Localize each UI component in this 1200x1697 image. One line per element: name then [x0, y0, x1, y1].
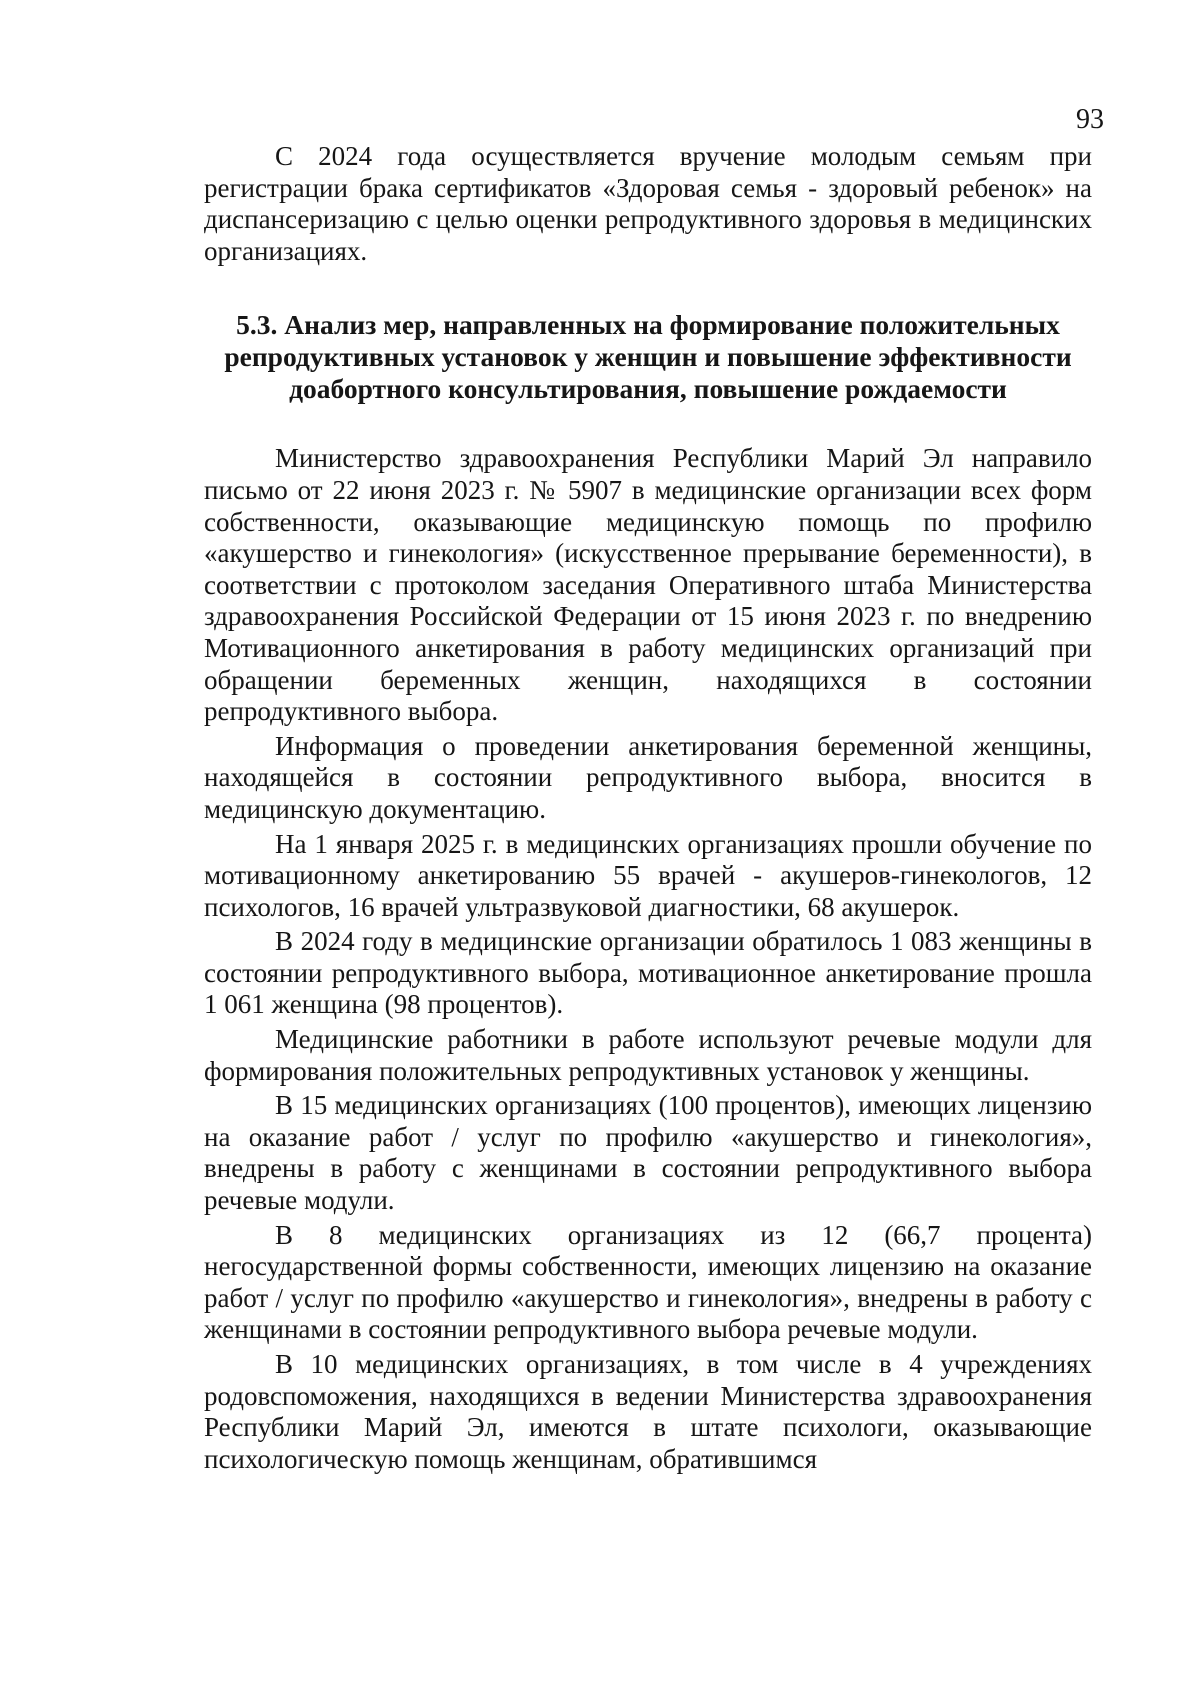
body-paragraph: В 10 медицинских организациях, в том числе в 4 учреждениях родовспоможения, находящихся в ведении Министерства здравоохранения Республики Марий Эл, имеются в штате психологи, оказывающие психологическую помощь женщинам, обратившимся [204, 1349, 1092, 1474]
section-heading [204, 309, 1092, 405]
body-paragraph: В 15 медицинских организациях (100 процентов), имеющих лицензию на оказание работ / услуг по профилю «акушерство и гинекология», внедрены в работу с женщинами в состоянии репродуктивного выбора речевые модули. [204, 1090, 1092, 1216]
page-number: 93 [1076, 104, 1104, 135]
body-paragraph: На 1 января 2025 г. в медицинских организациях прошли обучение по мотивационному анкетированию 55 врачей - акушеров-гинекологов, 12 психологов, 16 врачей ультразвуковой диагностики, 68 акушерок. [204, 828, 1092, 922]
body-paragraph: Информация о проведении анкетирования беременной женщины, находящейся в состоянии репродуктивного выбора, вносится в медицинскую документацию. [204, 730, 1092, 824]
body-paragraph: Медицинские работники в работе используют речевые модули для формирования положительных репродуктивных установок у женщины. [204, 1024, 1092, 1086]
section-heading-line: репродуктивных установок у женщин и повышение эффективности [224, 341, 1072, 373]
body-paragraph: Министерство здравоохранения Республики Марий Эл направило письмо от 22 июня 2023 г. № 5907 в медицинские организации всех форм собственности, оказывающие медицинскую помощь по профилю «акушерство и гинекология» (искусственное прерывание беременности), в соответствии с протоколом заседания Оперативного штаба Министерства здравоохранения Российской Федерации от 15 июня 2023 г. по внедрению Мотивационного анкетирования в работу медицинских организаций при обращении беременных женщин, находящихся в состоянии репродуктивного выбора. [204, 443, 1092, 727]
body-paragraph: В 8 медицинских организациях из 12 (66,7 процента) негосударственной формы собственности, имеющих лицензию на оказание работ / услуг по профилю «акушерство и гинекология», внедрены в работу с женщинами в состоянии репродуктивного выбора речевые модули. [204, 1219, 1092, 1345]
body-paragraph: В 2024 году в медицинские организации обратилось 1 083 женщины в состоянии репродуктивного выбора, мотивационное анкетирование прошла 1 061 женщина (98 процентов). [204, 926, 1092, 1020]
intro-paragraph: С 2024 года осуществляется вручение молодым семьям при регистрации брака сертификатов «Здоровая семья - здоровый ребенок» на диспансеризацию с целью оценки репродуктивного здоровья в медицинских организациях. [204, 141, 1092, 266]
section-heading-line: 5.3. Анализ мер, направленных на формирование положительных [236, 309, 1060, 341]
section-heading-line: доабортного консультирования, повышение рождаемости [289, 373, 1007, 405]
page-body [204, 141, 1092, 1478]
